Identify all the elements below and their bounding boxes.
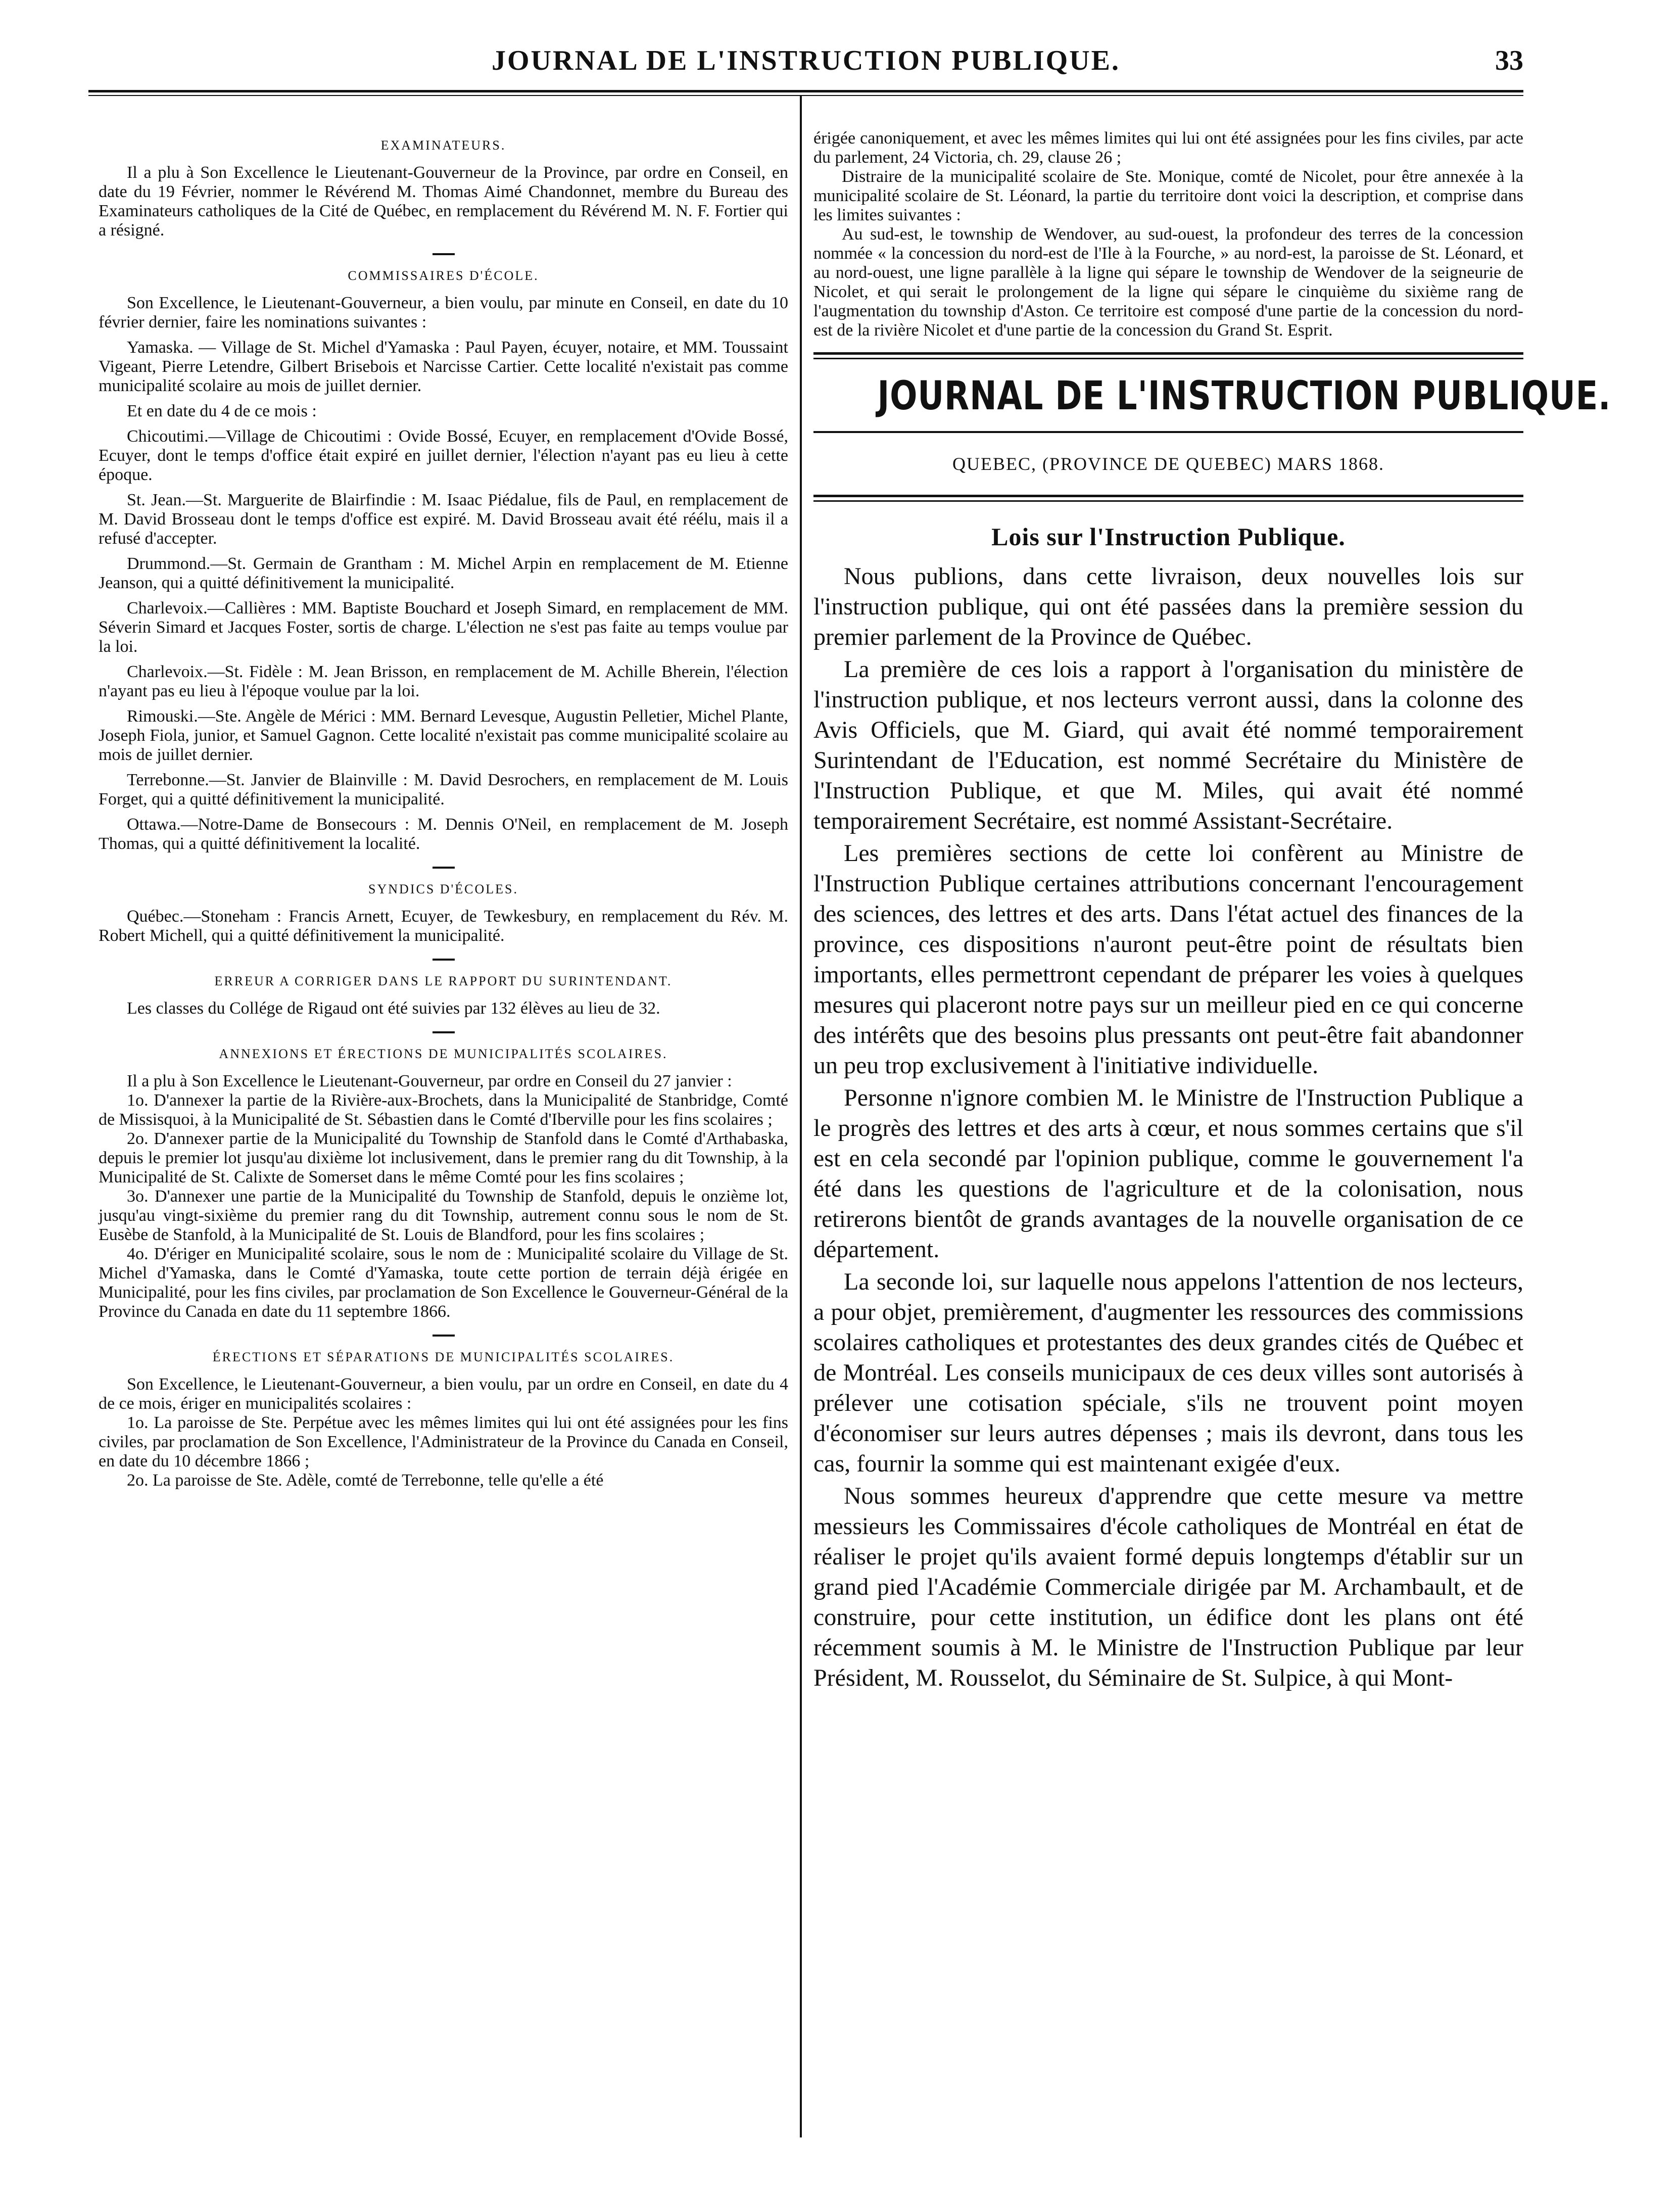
section-divider — [433, 1335, 455, 1337]
article-paragraph-2: La première de ces lois a rapport à l'organisation du ministère de l'instruction publique, et nos lecteurs verront aussi, dans la colonne des Avis Officiels, que M. Giard, qui avait été nommé temporairement Surintendant de l'Education, est nommé Secrétaire du Ministère de l'Instruction Publique, et que M. Miles, qui avait été nommé temporairement Secrétaire, est nommé Assistant-Secrétaire. — [813, 656, 1523, 834]
article-paragraph-1: Nous publions, dans cette livraison, deux nouvelles lois sur l'instruction publique, qui ont été passées dans la première session du premier parlement de la Province de Québec. — [813, 563, 1523, 650]
list-item-erection-2: 2o. La paroisse de Ste. Adèle, comté de Terrebonne, telle qu'elle a été — [127, 1471, 604, 1490]
section-heading-commissaires: COMMISSAIRES D'ÉCOLE. — [348, 268, 539, 283]
section-heading-erections: ÉRECTIONS ET SÉPARATIONS DE MUNICIPALITÉS SCOLAIRES. — [212, 1350, 675, 1364]
section-heading-annexions: ANNEXIONS ET ÉRECTIONS DE MUNICIPALITÉS SCOLAIRES. — [219, 1046, 668, 1061]
continuation-block — [813, 129, 1523, 340]
entry-rimouski: Rimouski.—Ste. Angèle de Mérici : MM. Bernard Levesque, Augustin Pelletier, Michel Plante, Joseph Fiola, junior, et Samuel Gagnon. Cette localité n'existait pas comme municipalité scolaire au mois de juillet dernier. — [99, 707, 788, 764]
entry-drummond: Drummond.—St. Germain de Grantham : M. Michel Arpin en remplacement de M. Etienne Jeanson, qui a quitté définitivement la municipalité. — [99, 554, 788, 592]
list-item-erection-1: 1o. La paroisse de Ste. Perpétue avec les mêmes limites qui lui ont été assignées pour les fins civiles, par proclamation de Son Excellence, l'Administrateur de la Province du Canada en Conseil, en date du 10 décembre 1866 ; — [99, 1413, 788, 1470]
paragraph-continuation-1: érigée canoniquement, et avec les mêmes limites qui lui ont été assignées pour les fins civiles, par acte du parlement, 24 Victoria, ch. 29, clause 26 ; — [813, 129, 1523, 167]
paragraph-annexions-intro: Il a plu à Son Excellence le Lieutenant-Gouverneur, par ordre en Conseil du 27 janvier : — [127, 1072, 732, 1090]
section-divider — [433, 1031, 455, 1033]
running-title: JOURNAL DE L'INSTRUCTION PUBLIQUE. — [492, 45, 1120, 76]
list-item-annexion-3: 3o. D'annexer une partie de la Municipalité du Township de Stanfold, depuis le onzième lot, jusqu'au vingt-sixième du premier rang du dit Township, autrement connu sous le nom de St. Eusèbe de Stanfold, à la Municipalité de St. Louis de Blandford, pour les fins scolaires ; — [99, 1187, 788, 1244]
header-rule-thin — [88, 95, 1523, 96]
section-heading-erreur: ERREUR A CORRIGER DANS LE RAPPORT DU SURINTENDANT. — [214, 974, 673, 988]
list-item-annexion-4: 4o. D'ériger en Municipalité scolaire, sous le nom de : Municipalité scolaire du Village de St. Michel d'Yamaska, dans le Comté d'Yamaska, toute cette portion de terrain déjà érigée en Municipalité, pour les fins civiles, par proclamation de Son Excellence le Gouverneur-Général de la Province du Canada en date du 11 septembre 1866. — [99, 1245, 788, 1321]
paragraph-continuation-2: Distraire de la municipalité scolaire de Ste. Monique, comté de Nicolet, pour être annexée à la municipalité scolaire de St. Léonard, la partie du territoire dont voici la description, et comprise dans les limites suivantes : — [813, 167, 1523, 224]
column-divider — [800, 96, 802, 2137]
entry-charlevoix-st-fidele: Charlevoix.—St. Fidèle : M. Jean Brisson, en remplacement de M. Achille Bherein, l'élection n'ayant pas eu lieu à l'époque voulue par la loi. — [99, 662, 788, 700]
masthead-title: JOURNAL DE L'INSTRUCTION PUBLIQUE. — [877, 373, 1611, 419]
paragraph-erreur: Les classes du Collége de Rigaud ont été suivies par 132 élèves au lieu de 32. — [127, 999, 660, 1018]
article-heading: Lois sur l'Instruction Publique. — [991, 522, 1346, 551]
header-rule — [88, 90, 1523, 92]
running-header — [88, 44, 1523, 85]
paragraph-continuation-3: Au sud-est, le township de Wendover, au sud-ouest, la profondeur des terres de la concession nommée « la concession du nord-est de l'Ile à la Fourche, » au nord-est, la paroisse de St. Léonard, et au nord-ouest, une ligne parallèle à la ligne qui sépare le township de Wendover de la seigneurie de Nicolet, et qui serait le prolongement de la ligne qui sépare le cinquième du sixième rang de l'augmentation du township d'Aston. Ce territoire est composé d'une partie de la concession du nord-est de la rivière Nicolet et d'une partie de la concession du Grand St. Esprit. — [813, 225, 1523, 340]
section-divider — [433, 867, 455, 869]
article-paragraph-4: Personne n'ignore combien M. le Ministre de l'Instruction Publique a le progrès des lettres et des arts à cœur, et nous sommes certains que s'il est en cela secondé par l'opinion publique, comme le gouvernement l'a été dans les questions de l'agriculture et de la colonisation, nous retirerons bientôt de grands avantages de la nouvelle organisation de ce département. — [813, 1084, 1523, 1263]
masthead-rule-top — [813, 352, 1523, 359]
entry-charlevoix-callieres: Charlevoix.—Callières : MM. Baptiste Bouchard et Joseph Simard, en remplacement de MM. Séverin Simard et Jacques Foster, sortis de charge. L'élection ne s'est pas faite au temps voulue par la loi. — [99, 599, 788, 656]
dateline-rule — [813, 495, 1523, 502]
section-heading-syndics: SYNDICS D'ÉCOLES. — [368, 882, 518, 896]
entry-yamaska: Yamaska. — Village de St. Michel d'Yamaska : Paul Payen, écuyer, notaire, et MM. Toussaint Vigeant, Pierre Letendre, Gilbert Brisebois et Narcisse Cartier. Cette localité n'existait pas comme municipalité scolaire au mois de juillet dernier. — [99, 338, 788, 395]
entry-st-jean: St. Jean.—St. Marguerite de Blairfindie : M. Isaac Piédalue, fils de Paul, en remplacement de M. David Brosseau dont le temps d'office est expiré. M. David Brosseau avait été réélu, mais il a refusé d'accepter. — [99, 491, 788, 548]
article-paragraph-6: Nous sommes heureux d'apprendre que cette mesure va mettre messieurs les Commissaires d'école catholiques de Montréal en état de réaliser le projet qu'ils avaient formé depuis longtemps d'établir sur un grand pied l'Académie Commerciale dirigée par M. Archambault, et de construire, pour cette institution, un édifice dont les plans ont été récemment soumis à M. le Ministre de l'Instruction Publique par leur Président, M. Rousselot, du Séminaire de St. Sulpice, à qui Mont- — [813, 1483, 1523, 1691]
article-body — [813, 561, 1523, 1693]
section-divider — [433, 253, 455, 255]
right-column — [813, 129, 1611, 1695]
section-heading-examinateurs: EXAMINATEURS. — [380, 138, 506, 153]
entry-ottawa: Ottawa.—Notre-Dame de Bonsecours : M. Dennis O'Neil, en remplacement de M. Joseph Thomas, qui a quitté définitivement la localité. — [99, 815, 788, 853]
paragraph-examinateurs: Il a plu à Son Excellence le Lieutenant-Gouverneur de la Province, par ordre en Conseil, en date du 19 Février, nommer le Révérend M. Thomas Aimé Chandonnet, membre du Bureau des Examinateurs catholiques de la Cité de Québec, en remplacement du Révérend M. N. F. Fortier qui a résigné. — [99, 163, 788, 240]
entry-chicoutimi: Chicoutimi.—Village de Chicoutimi : Ovide Bossé, Ecuyer, en remplacement d'Ovide Bossé, Ecuyer, dont le temps d'office était expiré en juillet dernier, l'élection n'ayant pas eu lieu à cette époque. — [99, 427, 788, 484]
masthead-dateline: QUEBEC, (PROVINCE DE QUEBEC) MARS 1868. — [952, 454, 1385, 474]
left-column — [99, 129, 788, 1490]
section-divider — [433, 959, 455, 961]
article-paragraph-3: Les premières sections de cette loi confèrent au Ministre de l'Instruction Publique certaines attributions concernant l'encouragement des sciences, des lettres et des arts. Dans l'état actuel des finances de la province, ces dispositions n'auront peut-être point de résultats bien importants, elles permettront cependant de préparer les voies à quelques mesures qui placeront notre pays sur un meilleur pied en ce qui concerne des intérêts que des besoins plus pressants ont peut-être fait abandonner un peu trop exclusivement à l'initiative individuelle. — [813, 840, 1523, 1079]
entry-terrebonne: Terrebonne.—St. Janvier de Blainville : M. David Desrochers, en remplacement de M. Louis Forget, qui a quitté définitivement la municipalité. — [99, 771, 788, 808]
paragraph-commissaires-intro: Son Excellence, le Lieutenant-Gouverneur, a bien voulu, par minute en Conseil, en date du 10 février dernier, faire les nominations suivantes : — [99, 294, 788, 331]
list-item-annexion-2: 2o. D'annexer partie de la Municipalité du Township de Stanfold dans le Comté d'Arthabaska, depuis le premier lot jusqu'au dixième lot inclusivement, dans le premier rang du dit Township, à la Municipalité de St. Calixte de Somerset dans le même Comté pour les fins scolaires ; — [99, 1129, 788, 1186]
page-number: 33 — [1495, 45, 1523, 76]
list-item-annexion-1: 1o. D'annexer la partie de la Rivière-aux-Brochets, dans la Municipalité de Stanbridge, Comté de Missisquoi, à la Municipalité de St. Sébastien dans le Comté d'Iberville pour les fins scolaires ; — [99, 1091, 788, 1129]
article-paragraph-5: La seconde loi, sur laquelle nous appelons l'attention de nos lecteurs, a pour objet, premièrement, d'augmenter les ressources des commissions scolaires catholiques et protestantes des deux grandes cités de Québec et de Montréal. Les conseils municipaux de ces deux villes sont autorisés à prélever une cotisation spéciale, s'ils ne trouvent point moyen d'économiser sur leurs autres dépenses ; mais ils devront, dans tous les cas, fournir la somme qui est maintenant exigée d'eux. — [813, 1268, 1523, 1477]
paragraph-erections-intro: Son Excellence, le Lieutenant-Gouverneur, a bien voulu, par un ordre en Conseil, en date du 4 de ce mois, ériger en municipalités scolaires : — [99, 1375, 788, 1413]
paragraph-date-note: Et en date du 4 de ce mois : — [127, 402, 317, 420]
paragraph-syndics: Québec.—Stoneham : Francis Arnett, Ecuyer, de Tewkesbury, en remplacement du Rév. M. Robert Michell, qui a quitté définitivement la municipalité. — [99, 907, 788, 945]
